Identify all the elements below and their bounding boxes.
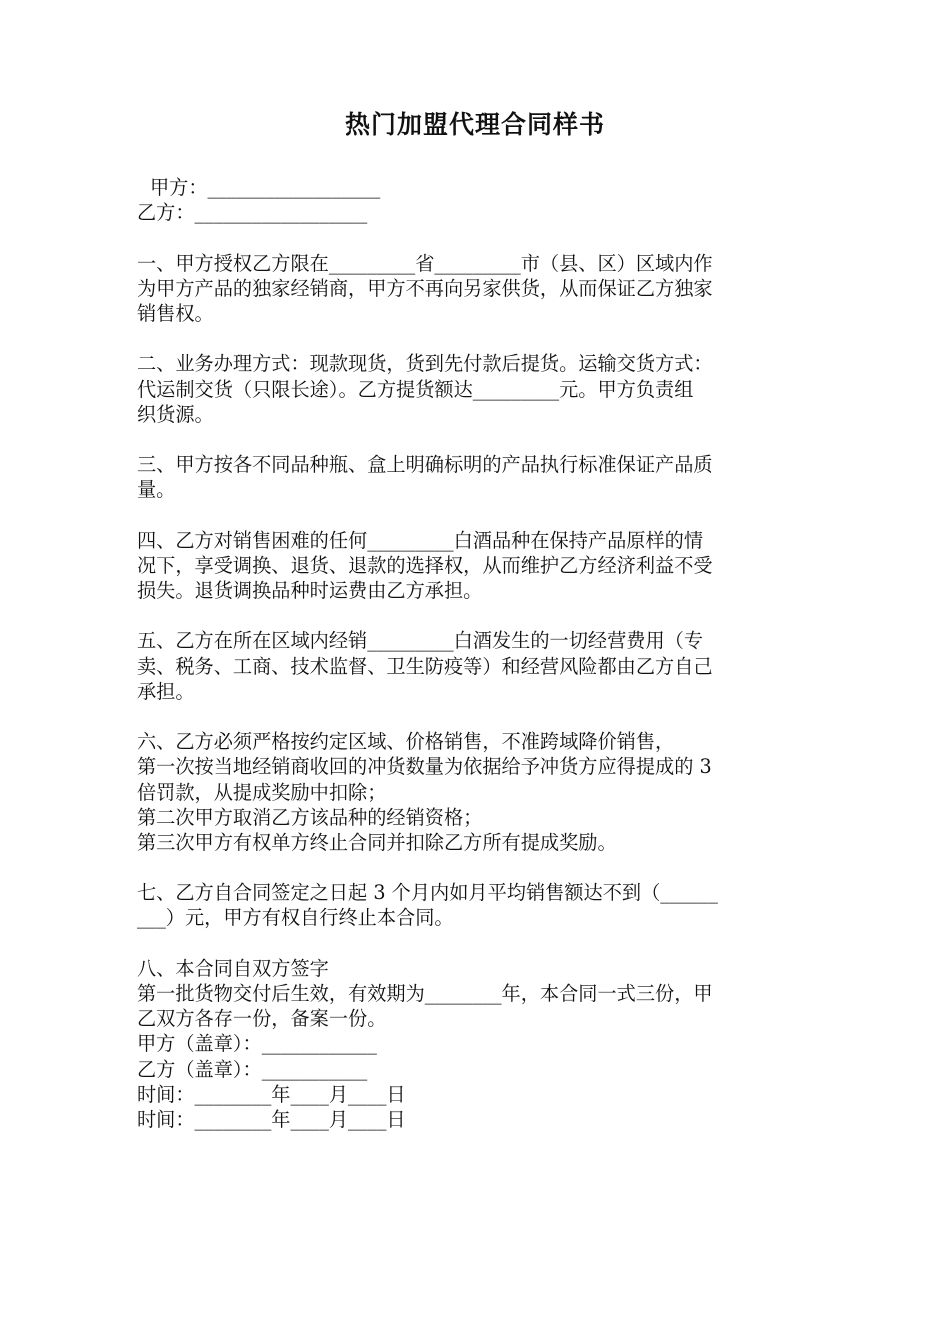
clause-4 — [137, 528, 817, 604]
clause-line: 第三次甲方有权单方终止合同并扣除乙方所有提成奖励。 — [137, 830, 617, 854]
clause-line: 为甲方产品的独家经销商，甲方不再向另家供货，从而保证乙方独家 — [137, 276, 713, 300]
clause-8 — [137, 956, 817, 1132]
clause-5 — [137, 628, 817, 704]
clause-line: 第一批货物交付后生效，有效期为________年，本合同一式三份，甲 — [137, 982, 713, 1005]
clause-3 — [137, 452, 817, 502]
clause-line: 卖、税务、工商、技术监督、卫生防疫等）和经营风险都由乙方自己 — [137, 654, 713, 678]
party-a-line: 甲方：__________________ — [150, 176, 381, 199]
document-body — [137, 175, 817, 1132]
date-line: 时间：________年____月____日 — [137, 1107, 406, 1131]
party-b-line: 乙方：__________________ — [137, 201, 368, 225]
clause-line: 二、业务办理方式：现款现货，货到先付款后提货。运输交货方式： — [137, 352, 713, 376]
clause-line: 销售权。 — [137, 301, 214, 325]
clause-line: 织货源。 — [137, 402, 214, 426]
clause-line: 八、本合同自双方签字 — [137, 956, 329, 980]
clause-line: 乙双方各存一份，备案一份。 — [137, 1007, 387, 1031]
clause-7 — [137, 880, 817, 930]
clause-line: 承担。 — [137, 679, 195, 703]
clause-line: ___）元，甲方有权自行终止本合同。 — [137, 906, 454, 930]
clause-line: 第二次甲方取消乙方该品种的经销资格； — [137, 805, 483, 829]
parties-block — [137, 175, 817, 225]
clause-line: 量。 — [137, 478, 176, 502]
signature-line-party-a: 甲方（盖章）：____________ — [137, 1032, 377, 1056]
clause-line: 七、乙方自合同签定之日起 3 个月内如月平均销售额达不到（______ — [137, 881, 718, 905]
clause-line: 倍罚款，从提成奖励中扣除； — [137, 780, 387, 804]
clause-line: 五、乙方在所在区域内经销_________白酒发生的一切经营费用（专 — [137, 629, 704, 653]
date-line: 时间：________年____月____日 — [137, 1082, 406, 1106]
clause-1 — [137, 251, 817, 327]
clause-line: 六、乙方必须严格按约定区域、价格销售，不准跨域降价销售， — [137, 730, 675, 754]
clause-line: 第一次按当地经销商收回的冲货数量为依据给予冲货方应得提成的 3 — [137, 755, 712, 779]
clause-line: 四、乙方对销售困难的任何_________白酒品种在保持产品原样的情 — [137, 528, 704, 552]
clause-line: 损失。退货调换品种时运费由乙方承担。 — [137, 579, 483, 602]
clause-6 — [137, 729, 817, 855]
signature-line-party-b: 乙方（盖章）：___________ — [137, 1057, 368, 1081]
clause-line: 三、甲方按各不同品种瓶、盒上明确标明的产品执行标准保证产品质 — [137, 453, 713, 477]
clause-line: 代运制交货（只限长途）。乙方提货额达_________元。甲方负责组 — [137, 377, 694, 401]
clause-line: 况下，享受调换、退货、退款的选择权，从而维护乙方经济利益不受 — [137, 553, 713, 577]
document-title: 热门加盟代理合同样书 — [344, 110, 605, 139]
clause-line: 一、甲方授权乙方限在_________省_________市（县、区）区域内作 — [137, 251, 713, 275]
clause-2 — [137, 351, 817, 427]
